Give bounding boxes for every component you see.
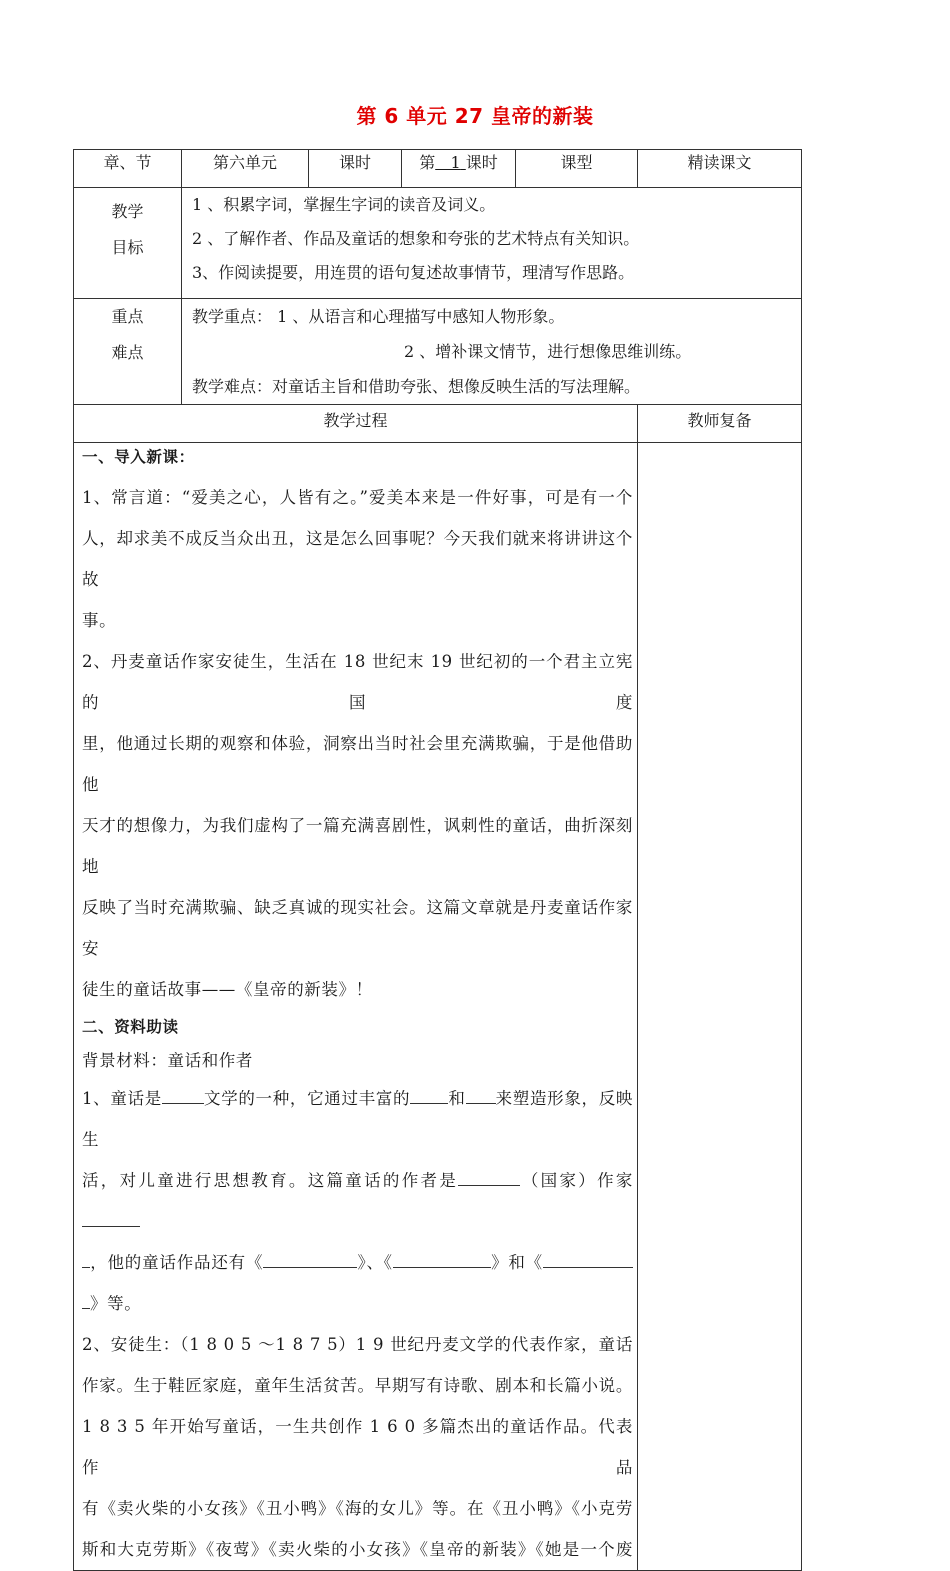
text-line: 事。 (82, 611, 117, 630)
process-content (74, 443, 638, 1571)
blank[interactable] (466, 1085, 496, 1104)
blank[interactable] (82, 1249, 90, 1268)
text-line: 2、丹麦童话作家安徒生，生活在 18 世纪末 19 世纪初的一个君主立宪的国度 (82, 652, 633, 712)
text-line: 斯和大克劳斯》《夜莺》《卖火柴的小女孩》《皇帝的新装》《她是一个废 (82, 1540, 633, 1559)
fill-blank-line: 活，对儿童进行思想教育。这篇童话的作者是 （国家）作家 (82, 1160, 633, 1242)
lesson-plan-table (73, 149, 802, 1571)
keypoint-line: 2 、增补课文情节，进行想像思维训练。 (404, 342, 692, 361)
chapter-label: 章、节 (74, 150, 182, 188)
section-heading: 一、导入新课： (82, 448, 195, 466)
keypoints-row (74, 299, 802, 405)
type-value: 精读课文 (638, 150, 802, 188)
fill-blank-line: 1、童话是 文学的一种，它通过丰富的 和 来塑造形象，反映生 (82, 1078, 633, 1160)
blank[interactable] (410, 1085, 448, 1104)
text-line: 背景材料：童话和作者 (82, 1051, 253, 1070)
text-line: 2、安徒生：（1 8 0 5 ～1 8 7 5）1 9 世纪丹麦文学的代表作家，童话 (82, 1335, 633, 1354)
objective-item: 1 、积累字词，掌握生字词的读音及词义。 (192, 195, 496, 214)
text-line: 1 8 3 5 年开始写童话，一生共创作 1 6 0 多篇杰出的童话作品。代表作品 (82, 1417, 633, 1477)
objectives-content (182, 188, 802, 299)
objectives-row (74, 188, 802, 299)
text-line: 作家。生于鞋匠家庭，童年生活贫苦。早期写有诗歌、剧本和长篇小说。 (82, 1376, 633, 1395)
chapter-value: 第六单元 (182, 150, 309, 188)
process-row (74, 443, 802, 1571)
text-line: 里，他通过长期的观察和体验，洞察出当时社会里充满欺骗，于是他借助他 (82, 734, 633, 794)
text-line: 人，却求美不成反当众出丑，这是怎么回事呢？今天我们就来将讲讲这个故 (82, 529, 633, 589)
section-heading: 二、资料助读 (82, 1018, 179, 1036)
text-line: 有《卖火柴的小女孩》《丑小鸭》《海的女儿》等。在《丑小鸭》《小克劳 (82, 1499, 633, 1518)
blank[interactable] (543, 1249, 633, 1268)
blank[interactable] (393, 1249, 491, 1268)
blank[interactable] (82, 1208, 140, 1227)
period-number: 1 (450, 153, 461, 172)
blank[interactable] (82, 1290, 90, 1309)
teacher-notes-header: 教师复备 (638, 405, 802, 443)
blank[interactable] (458, 1167, 520, 1186)
fill-blank-line: ，他的童话作品还有《 》、《 》和《 (82, 1242, 633, 1283)
period-value: 第 1 课时 (402, 150, 516, 188)
period-label: 课时 (309, 150, 402, 188)
objective-item: 3、作阅读提要，用连贯的语句复述故事情节，理清写作思路。 (192, 263, 635, 282)
blank[interactable] (162, 1085, 204, 1104)
blank[interactable] (263, 1249, 357, 1268)
page-title: 第 6 单元 27 皇帝的新装 (356, 104, 594, 128)
header-row (74, 150, 802, 188)
type-label: 课型 (516, 150, 638, 188)
keypoint-line: 教学重点： 1 、从语言和心理描写中感知人物形象。 (192, 307, 565, 326)
objectives-label: 教学 目标 (74, 188, 182, 299)
keypoint-line: 教学难点：对童话主旨和借助夸张、想像反映生活的写法理解。 (192, 377, 641, 396)
objective-item: 2 、了解作者、作品及童话的想象和夸张的艺术特点有关知识。 (192, 229, 640, 248)
fill-blank-line: 》等。 (82, 1283, 633, 1324)
teacher-notes-column (638, 443, 802, 1571)
keypoints-content (182, 299, 802, 405)
text-line: 反映了当时充满欺骗、缺乏真诚的现实社会。这篇文章就是丹麦童话作家安 (82, 898, 633, 958)
keypoints-label: 重点 难点 (74, 299, 182, 405)
text-line: 徒生的童话故事——《皇帝的新装》！ (82, 980, 373, 999)
text-line: 1、常言道：“爱美之心，人皆有之。”爱美本来是一件好事，可是有一个 (82, 488, 633, 507)
text-line: 天才的想像力，为我们虚构了一篇充满喜剧性，讽刺性的童话，曲折深刻地 (82, 816, 633, 876)
process-header: 教学过程 (74, 405, 638, 443)
